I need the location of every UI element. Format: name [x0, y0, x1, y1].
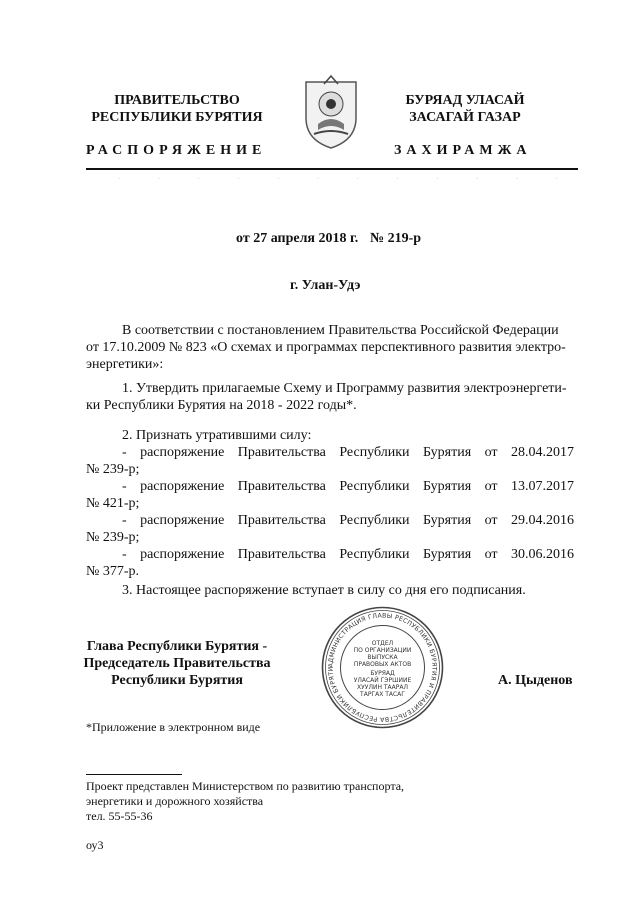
signatory-title — [82, 638, 272, 689]
order-city: г. Улан-Удэ — [290, 278, 361, 293]
stamp-line: УЛАСАЙ ГЭРШИИЕ — [353, 677, 412, 684]
list-word: Правительства — [237, 513, 326, 528]
signatory-title-line: Глава Республики Бурятия - — [86, 639, 268, 654]
coat-of-arms-emblem — [300, 74, 362, 150]
project-note-line: энергетики и дорожного хозяйства — [86, 794, 264, 808]
list-dash: - — [122, 513, 127, 528]
list-word: распоряжение — [140, 445, 225, 460]
stamp-line: ВЫПУСКА — [367, 654, 398, 661]
project-note-line: Проект представлен Министерством по развитию транспорта, — [86, 779, 405, 793]
list-dash: - — [122, 445, 127, 460]
stamp-line: ХУУЛИН ТААРАЛ — [357, 684, 408, 691]
gov-name-bur-line1: БУРЯАД УЛАСАЙ — [405, 93, 525, 108]
project-note — [86, 779, 404, 824]
item-3: 3. Настоящее распоряжение вступает в силу со дня его подписания. — [122, 583, 526, 598]
revoked-number: № 421-р; — [86, 496, 140, 511]
list-dash: - — [122, 479, 127, 494]
item-2: 2. Признать утратившими силу: — [122, 428, 312, 443]
contact-phone: тел. 55-55-36 — [86, 809, 153, 823]
revoked-entry — [86, 512, 574, 546]
revoked-entry — [86, 546, 574, 580]
list-word: Правительства — [237, 445, 326, 460]
revoked-date: 29.04.2016 — [510, 513, 574, 528]
stamp-ring-text: АДМИНИСТРАЦИЯ ГЛАВЫ РЕСПУБЛИКИ БУРЯТИЯ И ПРАВИТЕЛЬСТВА РЕСПУБЛИКИ БУРЯТИ — [327, 612, 438, 723]
order-date: от 27 апреля 2018 г. — [236, 231, 359, 246]
revoked-number: № 239-р; — [86, 462, 140, 477]
order-number: № 219-р — [370, 231, 422, 246]
intro-line: от 17.10.2009 № 823 «О схемах и программах перспективного развития электро- — [86, 340, 566, 355]
list-word: Бурятия — [422, 445, 472, 460]
item-1-line: 1. Утвердить прилагаемые Схему и Программу развития электроэнергети- — [122, 381, 567, 396]
revoked-number: № 239-р; — [86, 530, 140, 545]
official-stamp — [320, 605, 445, 730]
revoked-date: 28.04.2017 — [510, 445, 574, 460]
list-dash: - — [122, 547, 127, 562]
stamp-line: ПО ОРГАНИЗАЦИИ — [353, 647, 412, 654]
signatory-title-line: Республики Бурятия — [111, 673, 243, 688]
doc-type-title-bur: ЗАХИРАМЖА — [394, 143, 532, 158]
revoked-list — [86, 444, 574, 580]
item-1 — [86, 380, 574, 414]
header-right — [380, 92, 550, 126]
list-word: от — [484, 479, 498, 494]
list-word: Республики — [339, 513, 410, 528]
revoked-entry — [86, 478, 574, 512]
list-word: распоряжение — [140, 513, 225, 528]
stamp-line: БУРЯАД — [370, 670, 395, 677]
list-word: от — [484, 547, 498, 562]
revoked-number: № 377-р. — [86, 564, 140, 579]
list-word: от — [484, 445, 498, 460]
intro-line: энергетики»: — [86, 357, 164, 372]
stamp-line: ПРАВОВЫХ АКТОВ — [353, 661, 412, 668]
list-word: распоряжение — [140, 479, 225, 494]
footer-divider — [86, 774, 182, 775]
header-dots: · · · · · · · · · · · · — [118, 175, 558, 183]
item-1-line: ки Республики Бурятия на 2018 - 2022 годы*. — [86, 398, 357, 413]
attachment-note: *Приложение в электронном виде — [86, 720, 261, 734]
revoked-date: 30.06.2016 — [510, 547, 574, 562]
stamp-line: ТАРГАХ ТАСАГ — [360, 691, 405, 698]
intro-line: В соответствии с постановлением Правительства Российской Федерации — [122, 323, 559, 338]
gov-name-line1: ПРАВИТЕЛЬСТВО — [114, 93, 240, 108]
list-word: Республики — [339, 445, 410, 460]
list-word: Правительства — [237, 479, 326, 494]
list-word: Республики — [339, 479, 410, 494]
doc-type-title-ru: РАСПОРЯЖЕНИЕ — [86, 143, 267, 158]
gov-name-line2: РЕСПУБЛИКИ БУРЯТИЯ — [91, 110, 263, 125]
executor-code: оу3 — [86, 838, 104, 852]
stamp-line: ОТДЕЛ — [371, 640, 394, 647]
revoked-date: 13.07.2017 — [510, 479, 574, 494]
list-word: Бурятия — [422, 547, 472, 562]
signatory-title-line: Председатель Правительства — [83, 656, 271, 671]
list-word: Республики — [339, 547, 410, 562]
list-word: распоряжение — [140, 547, 225, 562]
header-divider — [86, 168, 578, 170]
intro-paragraph — [86, 322, 574, 373]
list-word: от — [484, 513, 498, 528]
header-left — [82, 92, 272, 126]
list-word: Бурятия — [422, 513, 472, 528]
gov-name-bur-line2: ЗАСАГАЙ ГАЗАР — [409, 110, 521, 125]
signatory-name: А. Цыденов — [498, 673, 573, 688]
list-word: Бурятия — [422, 479, 472, 494]
revoked-entry — [86, 444, 574, 478]
list-word: Правительства — [237, 547, 326, 562]
